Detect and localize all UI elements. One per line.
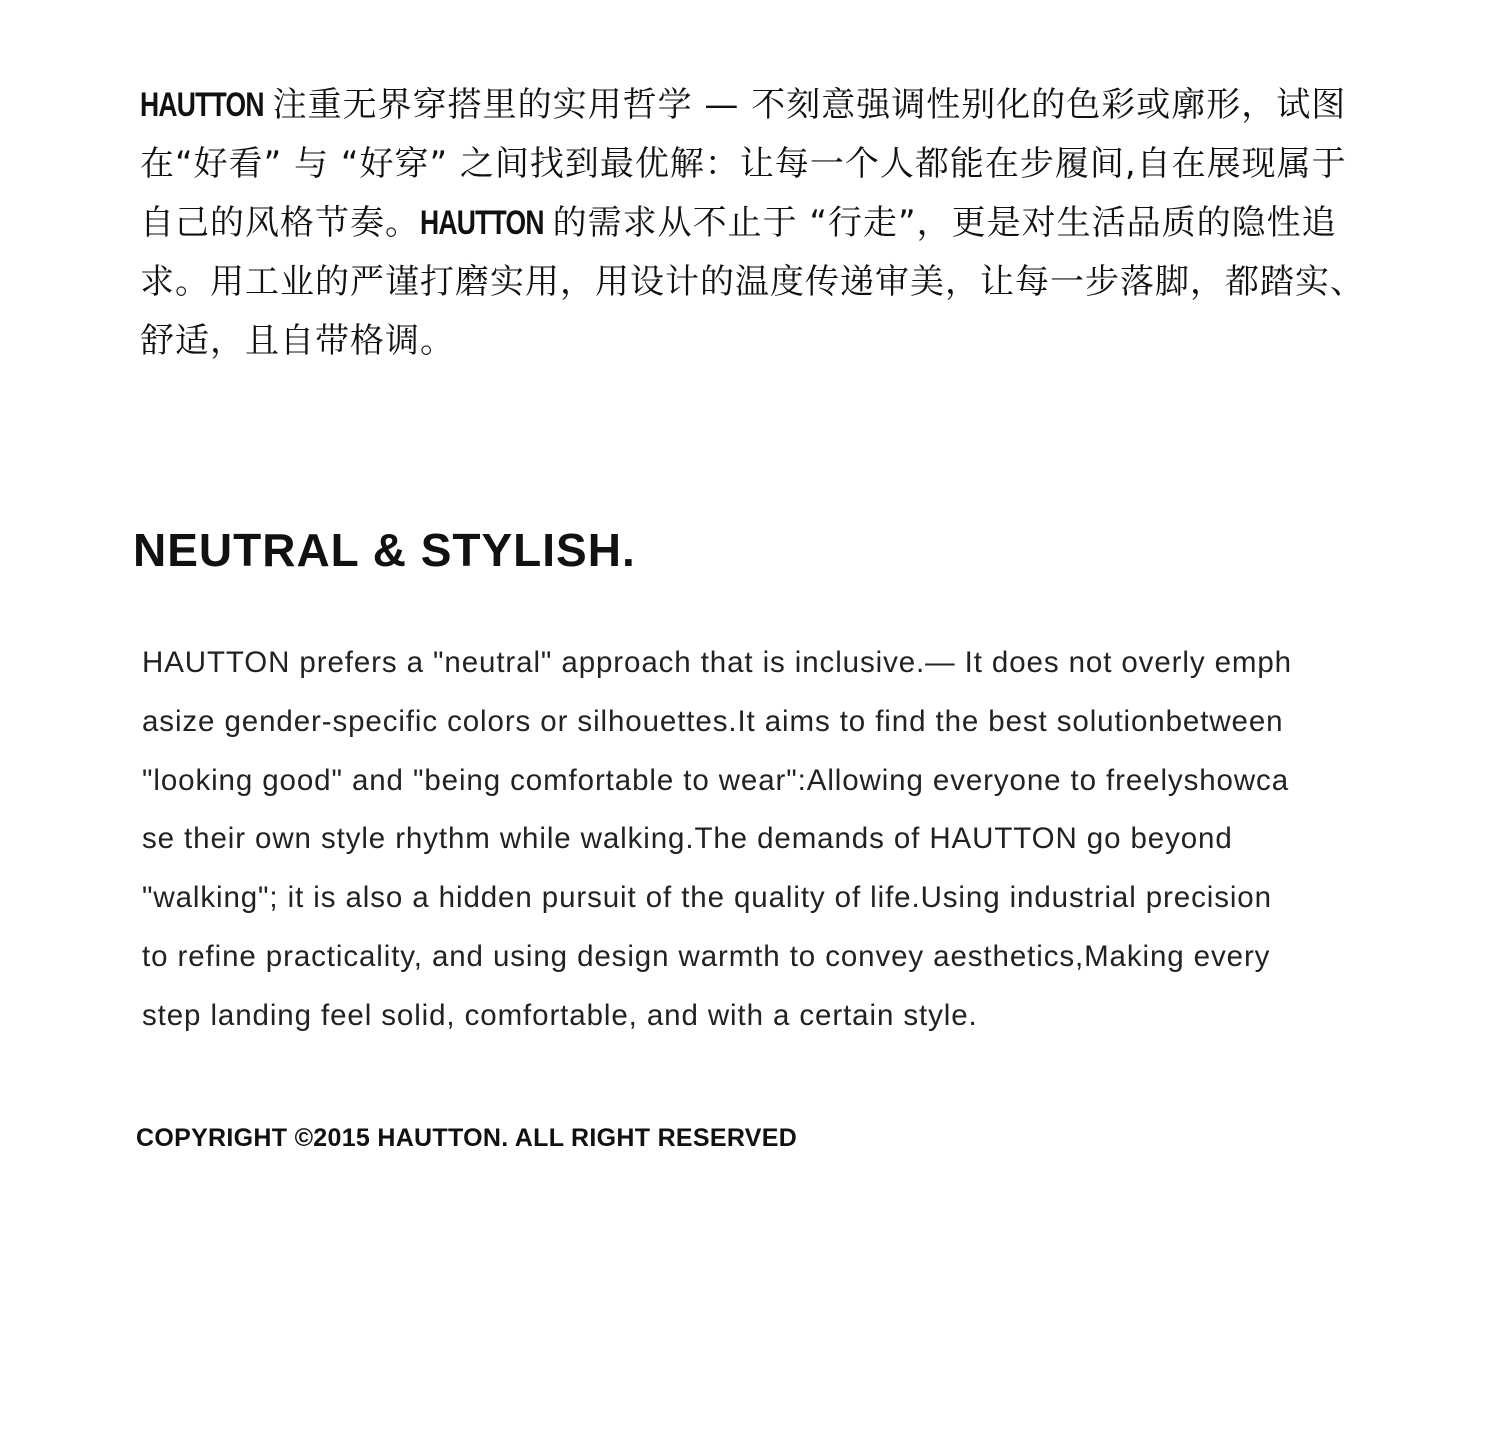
english-paragraph [142,634,1372,1046]
brand-name-inline: HAUTTON [420,204,544,242]
chinese-text-part-2: 的需求从不止于 “行走”，更是对生活品质的隐性追求。用工业的严谨打磨实用，用设计的温度传递审美，让每一步落脚，都踏实、舒适，且自带格调。 [140,203,1365,361]
english-line: se their own style rhythm while walking.The demands of HAUTTON go beyond [142,822,1233,856]
english-line: asize gender-specific colors or silhouettes.It aims to find the best solutionbetween [142,704,1284,738]
english-line: HAUTTON prefers a "neutral" approach that is inclusive.— It does not overly emph [142,646,1292,679]
brand-name: HAUTTON [140,86,264,124]
copyright-notice: COPYRIGHT ©2015 HAUTTON. ALL RIGHT RESERVED [136,1124,798,1152]
chinese-paragraph [140,76,1380,371]
english-line: "walking"; it is also a hidden pursuit of the quality of life.Using industrial precision [142,881,1272,915]
chinese-text-part-1: 注重无界穿搭里的实用哲学 — 不刻意强调性别化的色彩或廓形，试图在“好看” 与 “好穿” 之间找到最优解：让每一个人都能在步履间,自在展现属于自己的风格节奏。 [140,85,1347,243]
english-line: "looking good" and "being comfortable to wear":Allowing everyone to freelyshowca [142,763,1290,797]
section-heading: NEUTRAL & STYLISH. [133,524,636,576]
english-line: to refine practicality, and using design warmth to convey aesthetics,Making every [142,939,1271,973]
english-line: step landing feel solid, comfortable, and with a certain style. [142,998,978,1032]
